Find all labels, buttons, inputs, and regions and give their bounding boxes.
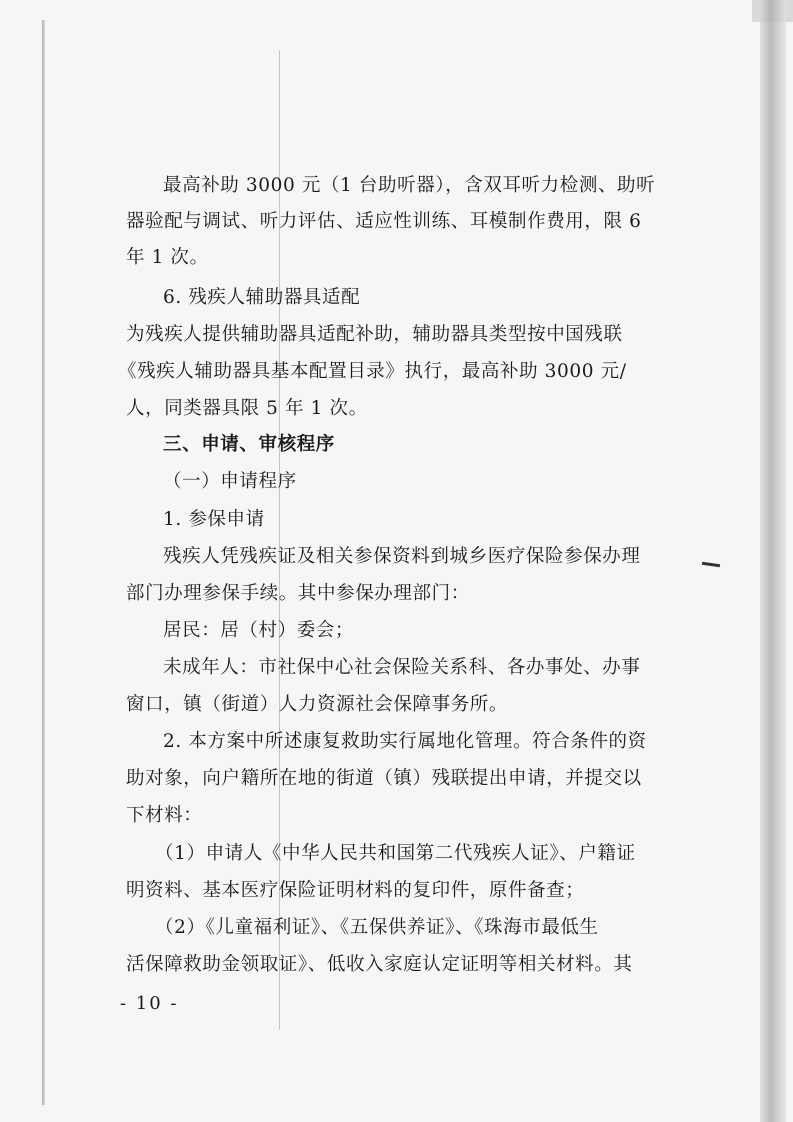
text-line: 明资料、基本医疗保险证明材料的复印件，原件备查； xyxy=(126,880,585,901)
text-line: 《残疾人辅助器具基本配置目录》执行，最高补助 3000 元/ xyxy=(118,361,627,382)
text-line: 残疾人凭残疾证及相关参保资料到城乡医疗保险参保办理 xyxy=(163,546,641,567)
text-line: 最高补助 3000 元（1 台助听器），含双耳听力检测、助听 xyxy=(163,175,656,196)
text-line: 人，同类器具限 5 年 1 次。 xyxy=(126,398,368,419)
text-line: 未成年人：市社保中心社会保险关系科、各办事处、办事 xyxy=(163,657,641,678)
scan-edge-left xyxy=(42,20,45,1105)
text-line: 助对象，向户籍所在地的街道（镇）残联提出申请，并提交以 xyxy=(126,768,642,789)
page-number: - 10 - xyxy=(120,993,179,1014)
text-line: 下材料： xyxy=(126,805,203,826)
text-line: 年 1 次。 xyxy=(126,247,209,268)
text-line: 活保障救助金领取证》、低收入家庭认定证明等相关材料。其 xyxy=(126,954,633,975)
text-line: 2. 本方案中所述康复救助实行属地化管理。符合条件的资 xyxy=(163,731,647,752)
text-line: 部门办理参保手续。其中参保办理部门： xyxy=(126,583,470,604)
text-line: 器验配与调试、听力评估、适应性训练、耳模制作费用，限 6 xyxy=(126,211,642,232)
scan-edge-right xyxy=(760,0,786,1122)
text-line: 1. 参保申请 xyxy=(163,509,265,530)
text-line: 窗口，镇（街道）人力资源社会保障事务所。 xyxy=(126,694,509,715)
subsection-heading: （一）申请程序 xyxy=(163,471,297,492)
scan-artifact-mark xyxy=(702,562,720,567)
text-line: 为残疾人提供辅助器具适配补助，辅助器具类型按中国残联 xyxy=(126,324,623,345)
section-heading: 三、申请、审核程序 xyxy=(163,434,335,455)
text-line: （2）《儿童福利证》、《五保供养证》、《珠海市最低生 xyxy=(155,917,599,938)
text-line: 居民：居（村）委会； xyxy=(163,620,355,641)
text-line: 6. 残疾人辅助器具适配 xyxy=(163,287,361,308)
text-line: （1）申请人《中华人民共和国第二代残疾人证》、户籍证 xyxy=(155,843,636,864)
